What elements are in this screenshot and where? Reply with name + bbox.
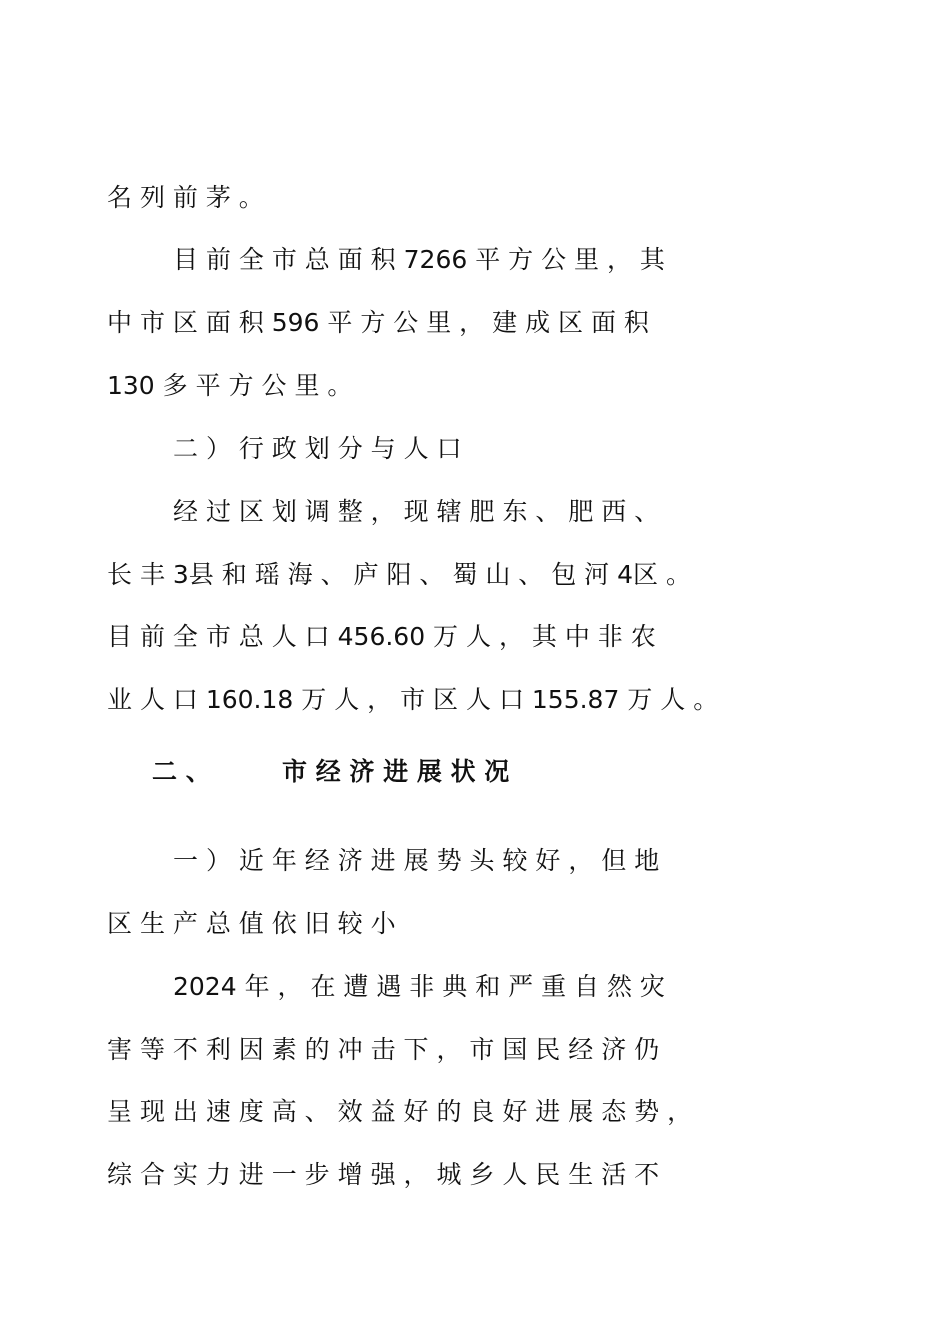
line-text: 目 前 全 市 总 人 口 456.60 万 人 ， 其 中 非 农 (107, 622, 656, 651)
subheading-line (0, 906, 950, 942)
line-text: 2024 年 ， 在 遭 遇 非 典 和 严 重 自 然 灾 (173, 972, 665, 1001)
text-line (0, 305, 950, 341)
subheading-line (0, 431, 950, 467)
text-line (0, 557, 950, 593)
line-text: 中 市 区 面 积 596 平 方 公 里 ， 建 成 区 面 积 (107, 308, 649, 337)
line-text: 综 合 实 力 进 一 步 增 强 ， 城 乡 人 民 生 活 不 (107, 1160, 660, 1189)
text-line (0, 969, 950, 1005)
text-line (0, 619, 950, 655)
line-text: 区 生 产 总 值 依 旧 较 小 (107, 909, 396, 938)
line-text: 130 多 平 方 公 里 。 (107, 371, 353, 400)
text-line (0, 1032, 950, 1068)
section-number: 二 、 (152, 757, 211, 786)
text-line (0, 494, 950, 530)
subheading-line (0, 843, 950, 879)
text-line (0, 1094, 950, 1130)
line-text: 二 ） 行 政 划 分 与 人 口 (173, 434, 462, 463)
text-line (0, 1157, 950, 1193)
line-text: 害 等 不 利 因 素 的 冲 击 下 ， 市 国 民 经 济 仍 (107, 1035, 660, 1064)
line-text: 经 过 区 划 调 整 ， 现 辖 肥 东 、 肥 西 、 (173, 497, 660, 526)
section-heading (0, 754, 950, 790)
text-line (0, 242, 950, 278)
line-text: 一 ） 近 年 经 济 进 展 势 头 较 好 ， 但 地 (173, 846, 660, 875)
line-text: 长 丰 3县 和 瑶 海 、 庐 阳 、 蜀 山 、 包 河 4区 。 (107, 560, 691, 589)
line-text: 目 前 全 市 总 面 积 7266 平 方 公 里 ， 其 (173, 245, 665, 274)
line-text: 业 人 口 160.18 万 人 ， 市 区 人 口 155.87 万 人 。 (107, 685, 719, 714)
line-text: 名 列 前 茅 。 (107, 183, 264, 212)
text-line (0, 682, 950, 718)
text-line (0, 180, 950, 216)
line-text: 呈 现 出 速 度 高 、 效 益 好 的 良 好 进 展 态 势 ， (107, 1097, 693, 1126)
section-title: 市 经 济 进 展 状 况 (282, 757, 510, 786)
text-line (0, 368, 950, 404)
